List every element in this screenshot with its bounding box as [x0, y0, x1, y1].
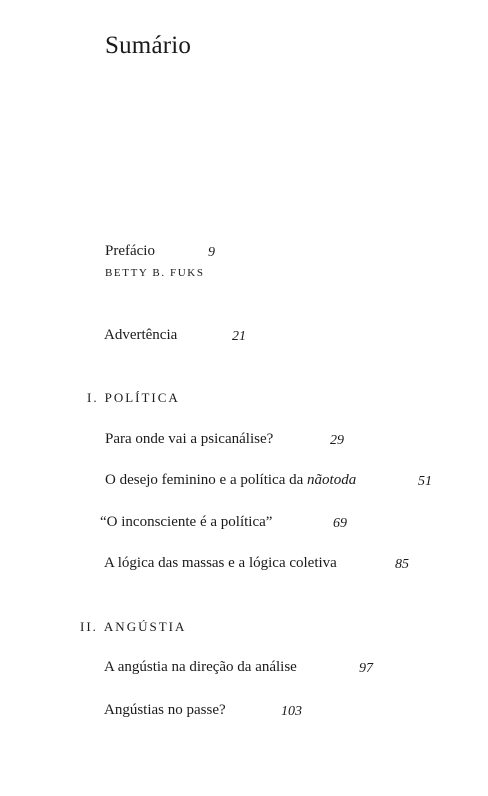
- section-name: ANGÚSTIA: [103, 619, 187, 634]
- toc-entry: Angústias no passe?: [104, 702, 226, 718]
- toc-entry: A angústia na direção da análise: [104, 659, 297, 675]
- toc-entry: [105, 473, 356, 488]
- section-number: I.: [87, 390, 99, 405]
- page-number: 103: [281, 704, 302, 719]
- toc-entry: Para onde vai a psicanálise?: [105, 431, 274, 447]
- page-number: 51: [418, 474, 432, 489]
- section-heading-politica: [87, 391, 180, 404]
- section-heading-angustia: [80, 620, 186, 633]
- toc-entry-emphasis: nãotoda: [307, 472, 357, 488]
- page-number: 21: [232, 329, 246, 344]
- page-title: Sumário: [105, 32, 192, 59]
- section-name: POLÍTICA: [104, 390, 180, 405]
- toc-entry-text: O desejo feminino e a política da: [105, 472, 308, 488]
- page-number: 9: [208, 245, 215, 260]
- page-number: 85: [395, 557, 409, 572]
- toc-entry-advertencia: Advertência: [104, 327, 178, 343]
- toc-entry: A lógica das massas e a lógica coletiva: [104, 555, 337, 571]
- page-number: 97: [359, 661, 373, 676]
- toc-entry-prefacio: Prefácio: [105, 243, 155, 259]
- page-number: 69: [333, 516, 347, 531]
- section-number: II.: [80, 619, 98, 634]
- toc-author: BETTY B. FUKS: [105, 267, 205, 279]
- page-number: 29: [330, 433, 344, 448]
- toc-entry: “O inconsciente é a política”: [100, 514, 273, 530]
